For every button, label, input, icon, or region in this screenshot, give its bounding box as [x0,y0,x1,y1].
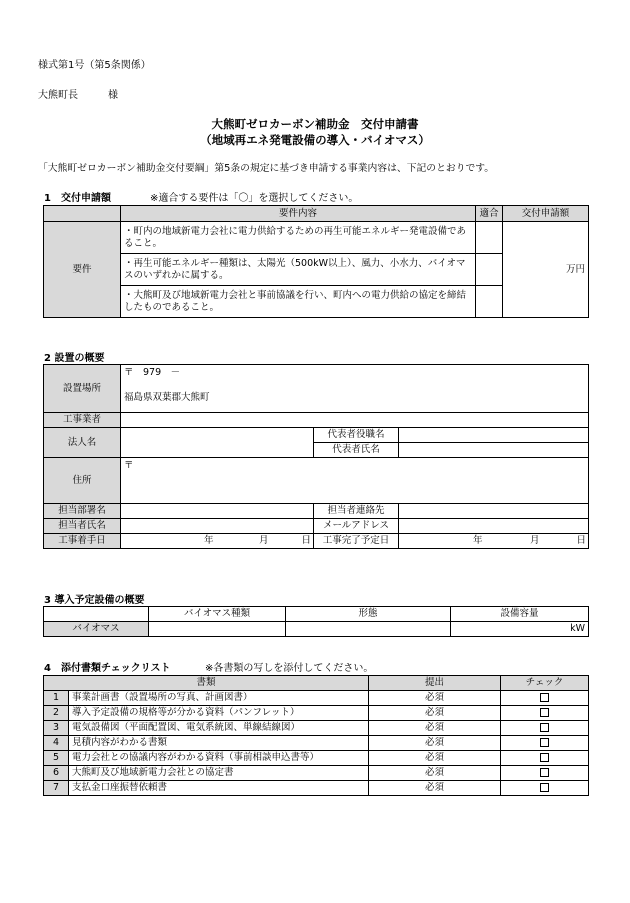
col-submit: 提出 [369,676,501,691]
row-number: 5 [44,751,69,766]
requirement-2: ・再生可能エネルギー種類は、太陽光（500kW以上）、風力、小水力、バイオマスのいずれかに属する。 [121,254,476,286]
col-fit: 適合 [476,206,503,222]
table-row [44,706,589,721]
checkbox[interactable] [540,768,549,777]
requirement-row-label: 要件 [44,222,121,318]
address-postal: 〒 [124,460,134,471]
rep-title-field[interactable] [399,428,589,443]
section1-note: ※適合する要件は「〇」を選択してください。 [150,193,359,204]
start-date-field[interactable] [121,534,314,549]
table-row [44,766,589,781]
section4-heading: 4 添付書類チェックリスト [44,663,171,674]
section2-heading: 2 設置の概要 [44,353,105,364]
checkbox[interactable] [540,783,549,792]
checkbox[interactable] [540,708,549,717]
site-label: 設置場所 [44,365,121,413]
document-name: 電力会社との協議内容がわかる資料（事前相談申込書等） [69,751,369,766]
checklist-table [43,675,589,796]
address-label: 住所 [44,458,121,504]
submit-required: 必須 [369,721,501,736]
fit-cell-2[interactable] [476,254,503,286]
start-date-label: 工事着手日 [44,534,121,549]
document-name: 導入予定設備の規格等が分かる資料（パンフレット） [69,706,369,721]
checkbox[interactable] [540,723,549,732]
start-year: 年 [204,535,214,546]
document-name: 電気設備図（平面配置図、電気系統図、単線結線図） [69,721,369,736]
row-number: 7 [44,781,69,796]
col-document: 書類 [44,676,369,691]
capacity-unit: kW [570,623,585,634]
section3-heading: 3 導入予定設備の概要 [44,595,145,606]
rep-name-field[interactable] [399,443,589,458]
row-number: 1 [44,691,69,706]
intro-text: 「大熊町ゼロカーボン補助金交付要綱」第5条の規定に基づき申請する事業内容は、下記のとおりです。 [38,163,495,174]
biomass-row-label: バイオマス [44,622,149,637]
row-number: 3 [44,721,69,736]
start-day: 日 [301,535,311,546]
title-line-1: 大熊町ゼロカーボン補助金 交付申請書 [211,117,419,131]
title-line-2: （地域再エネ発電設備の導入・バイオマス） [200,133,430,147]
table-row [44,721,589,736]
form-field[interactable] [286,622,451,637]
section1-heading: 1 交付申請額 [44,193,111,204]
table-row [44,691,589,706]
amount-unit: 万円 [565,263,585,275]
table-row [44,781,589,796]
equipment-table [43,606,589,637]
submit-required: 必須 [369,706,501,721]
requirement-1: ・町内の地域新電力会社に電力供給するための再生可能エネルギー発電設備であること。 [121,222,476,254]
site-postal: 〒 979 － [124,367,181,378]
corp-name-label: 法人名 [44,428,121,458]
row-number: 6 [44,766,69,781]
biomass-type-field[interactable] [149,622,286,637]
start-month: 月 [259,535,269,546]
section4-note: ※各書類の写しを添付してください。 [205,663,374,674]
contractor-label: 工事業者 [44,413,121,428]
end-day: 日 [576,535,587,546]
addressee: 大熊町長 様 [38,90,118,101]
person-label: 担当者氏名 [44,519,121,534]
mail-field[interactable] [399,519,589,534]
person-field[interactable] [121,519,314,534]
col-form: 形態 [286,607,451,622]
document-name: 大熊町及び地域新電力会社との協定書 [69,766,369,781]
form-number: 様式第1号（第5条関係） [38,60,151,71]
document-name: 見積内容がわかる書類 [69,736,369,751]
corp-name-field[interactable] [121,428,314,458]
end-month: 月 [530,535,540,546]
end-date-label: 工事完了予定日 [314,534,399,549]
submit-required: 必須 [369,781,501,796]
end-year: 年 [473,535,483,546]
contact-label: 担当者連絡先 [314,504,399,519]
submit-required: 必須 [369,736,501,751]
rep-title-label: 代表者役職名 [314,428,399,443]
table-row [44,736,589,751]
contractor-cell [121,413,589,428]
rep-name-label: 代表者氏名 [314,443,399,458]
fit-cell-3[interactable] [476,286,503,318]
site-address: 福島県双葉郡大熊町 [124,392,210,403]
row-number: 2 [44,706,69,721]
document-name: 支払金口座振替依頼書 [69,781,369,796]
submit-required: 必須 [369,766,501,781]
row-number: 4 [44,736,69,751]
end-date-field[interactable] [399,534,589,549]
installation-table [43,364,589,549]
contact-field[interactable] [399,504,589,519]
submit-required: 必須 [369,751,501,766]
col-check: チェック [501,676,589,691]
site-cell[interactable] [121,365,589,413]
checkbox[interactable] [540,753,549,762]
requirement-3: ・大熊町及び地域新電力会社と事前協議を行い、町内への電力供給の協定を締結したものであること。 [121,286,476,318]
dept-field[interactable] [121,504,314,519]
document-name: 事業計画書（設置場所の写真、計画図書） [69,691,369,706]
capacity-field[interactable] [451,622,589,637]
address-field[interactable] [121,458,589,504]
application-amount-table [43,205,589,318]
checkbox[interactable] [540,738,549,747]
col-capacity: 設備容量 [451,607,589,622]
col-biomass-type: バイオマス種類 [149,607,286,622]
mail-label: メールアドレス [314,519,399,534]
col-amount: 交付申請額 [503,206,589,222]
col-requirement-content: 要件内容 [121,206,476,222]
submit-required: 必須 [369,691,501,706]
fit-cell-1[interactable] [476,222,503,254]
table-row [44,751,589,766]
amount-cell[interactable] [503,222,589,318]
dept-label: 担当部署名 [44,504,121,519]
checkbox[interactable] [540,693,549,702]
